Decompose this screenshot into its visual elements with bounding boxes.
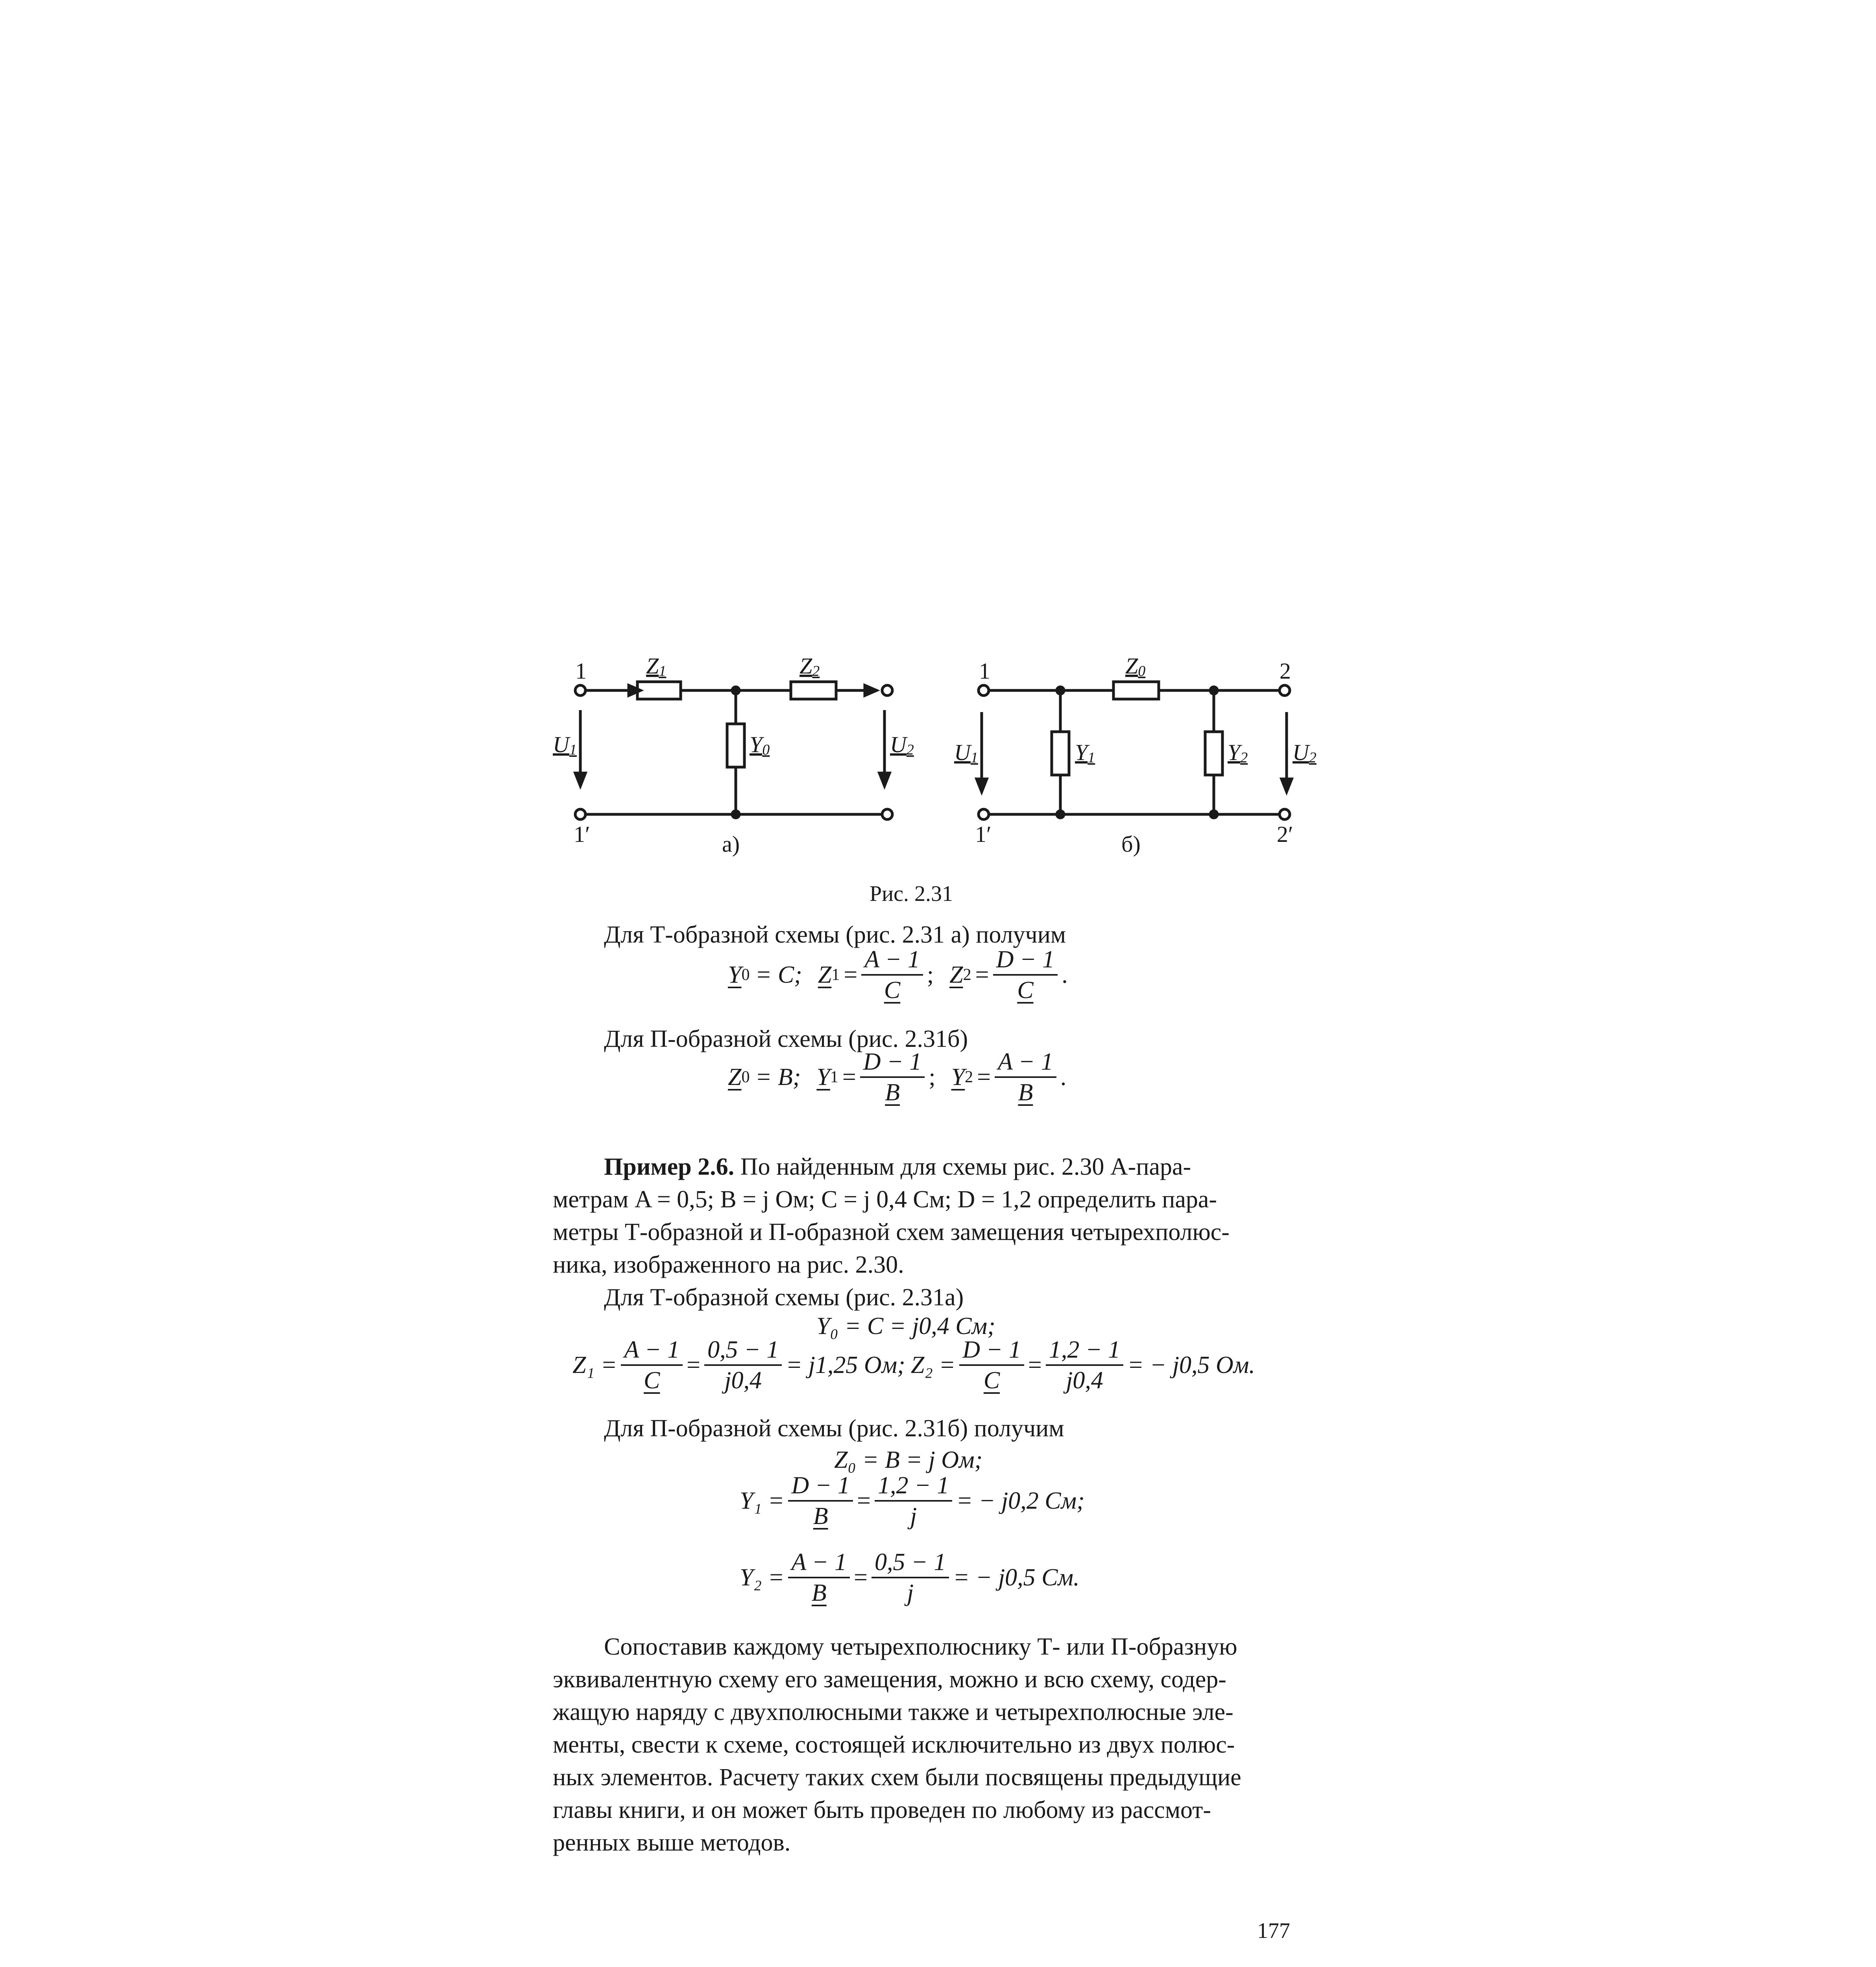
equation-y1: Y₁ = $\frac{D - 1}{B}$ = $\frac{1,2 - 1}{j}$ = − j0,2 См; bbox=[740, 1472, 1085, 1530]
node-label-2-b: 2 bbox=[1280, 658, 1291, 684]
formula-p-scheme: Z 0 = B; Y 1 = $\frac{D - 1}{B}$ ; Y 2 = $\frac{A - 1}{B}$ . bbox=[728, 1048, 1067, 1106]
node-label-1-a: 1 bbox=[575, 658, 587, 684]
impedance-z2-element bbox=[791, 682, 836, 699]
closing-line-2: эквивалентную схему его замещения, можно и всю схему, содер- bbox=[553, 1666, 1226, 1693]
equation-z0: Z₀ = B = j Ом; bbox=[834, 1447, 983, 1473]
terminal-2p-a bbox=[882, 809, 892, 819]
closing-line-7: ренных выше методов. bbox=[553, 1829, 791, 1856]
example-line-4: ника, изображенного на рис. 2.30. bbox=[553, 1251, 904, 1278]
node-label-1p-b: 1′ bbox=[975, 821, 992, 847]
example-line-3: метры Т-образной и П-образной схем замещения четырехполюс- bbox=[553, 1219, 1230, 1246]
node-label-1p-a: 1′ bbox=[574, 821, 590, 847]
page-number: 177 bbox=[1257, 1919, 1290, 1943]
terminal-2p-b bbox=[1280, 809, 1290, 819]
closing-line-4: менты, свести к схеме, состоящей исключительно из двух полюс- bbox=[553, 1731, 1235, 1758]
closing-line-3: жащую наряду с двухполюсными также и четырехполюсные эле- bbox=[553, 1699, 1233, 1725]
t-scheme-label: Для Т-образной схемы (рис. 2.31а) bbox=[604, 1284, 964, 1311]
circuit-a bbox=[575, 682, 890, 814]
closing-line-1: Сопоставив каждому четырехполюснику Т- или П-образную bbox=[604, 1633, 1237, 1660]
equation-z1-z2: Z₁ = $\frac{A - 1}{C}$ = $\frac{0,5 - 1}{j0,4}$ = j1,25 Ом; Z₂ = $\frac{D - 1}{C}$ = $\frac{1,2 - 1}{j0,4}$ = − j0,5 Ом. bbox=[572, 1336, 1255, 1394]
label-y2: Y2 bbox=[1228, 740, 1248, 766]
label-z0: Z0 bbox=[1125, 653, 1146, 679]
example-line-1: Пример 2.6. По найденным для схемы рис. 2.30 A-пара- bbox=[604, 1153, 1191, 1180]
figure-caption: Рис. 2.31 bbox=[870, 882, 953, 905]
subfigure-label-b: б) bbox=[1121, 831, 1141, 857]
equation-y2: Y₂ = $\frac{A - 1}{B}$ = $\frac{0,5 - 1}{j}$ = − j0,5 См. bbox=[740, 1549, 1080, 1606]
node-label-2p-b: 2′ bbox=[1277, 821, 1293, 847]
formula-t-scheme: Y 0 = C; Z 1 = $\frac{A - 1}{C}$ ; Z 2 = $\frac{D - 1}{C}$ . bbox=[728, 946, 1068, 1004]
admittance-y1-element bbox=[1052, 732, 1069, 775]
terminal-2-a bbox=[882, 685, 892, 696]
node-label-1-b: 1 bbox=[979, 658, 990, 684]
label-y1: Y1 bbox=[1075, 740, 1095, 766]
label-z1: Z1 bbox=[646, 653, 667, 679]
circuit-figure bbox=[0, 0, 1876, 905]
terminal-1p-a bbox=[575, 809, 585, 819]
circuit-b bbox=[977, 682, 1292, 814]
terminal-1-a bbox=[575, 685, 585, 696]
subfigure-label-a: а) bbox=[722, 831, 740, 857]
example-heading: Пример 2.6. bbox=[604, 1153, 735, 1180]
label-u2-b: U2 bbox=[1293, 740, 1317, 766]
t-scheme-intro: Для Т-образной схемы (рис. 2.31 а) получим bbox=[604, 921, 1066, 948]
closing-line-6: главы книги, и он может быть проведен по любому из рассмот- bbox=[553, 1797, 1211, 1823]
terminal-2-b bbox=[1280, 685, 1290, 696]
admittance-y0-element bbox=[727, 724, 744, 767]
equation-y0: Y₀ = C = j0,4 См; bbox=[816, 1313, 995, 1340]
closing-line-5: ных элементов. Расчету таких схем были посвящены предыдущие bbox=[553, 1764, 1241, 1791]
label-u1-a: U1 bbox=[553, 732, 577, 758]
label-z2: Z2 bbox=[800, 653, 820, 679]
label-u2-a: U2 bbox=[890, 732, 914, 758]
label-y0: Y0 bbox=[750, 732, 770, 758]
terminal-1p-b bbox=[979, 809, 989, 819]
label-u1-b: U1 bbox=[954, 740, 978, 766]
p-scheme-label: Для П-образной схемы (рис. 2.31б) получим bbox=[604, 1415, 1064, 1442]
terminal-1-b bbox=[979, 685, 989, 696]
impedance-z0-element bbox=[1113, 682, 1159, 699]
example-line-2: метрам A = 0,5; B = j Ом; C = j 0,4 См; D = 1,2 определить пара- bbox=[553, 1186, 1217, 1213]
p-scheme-intro: Для П-образной схемы (рис. 2.31б) bbox=[604, 1026, 968, 1052]
admittance-y2-element bbox=[1205, 732, 1222, 775]
